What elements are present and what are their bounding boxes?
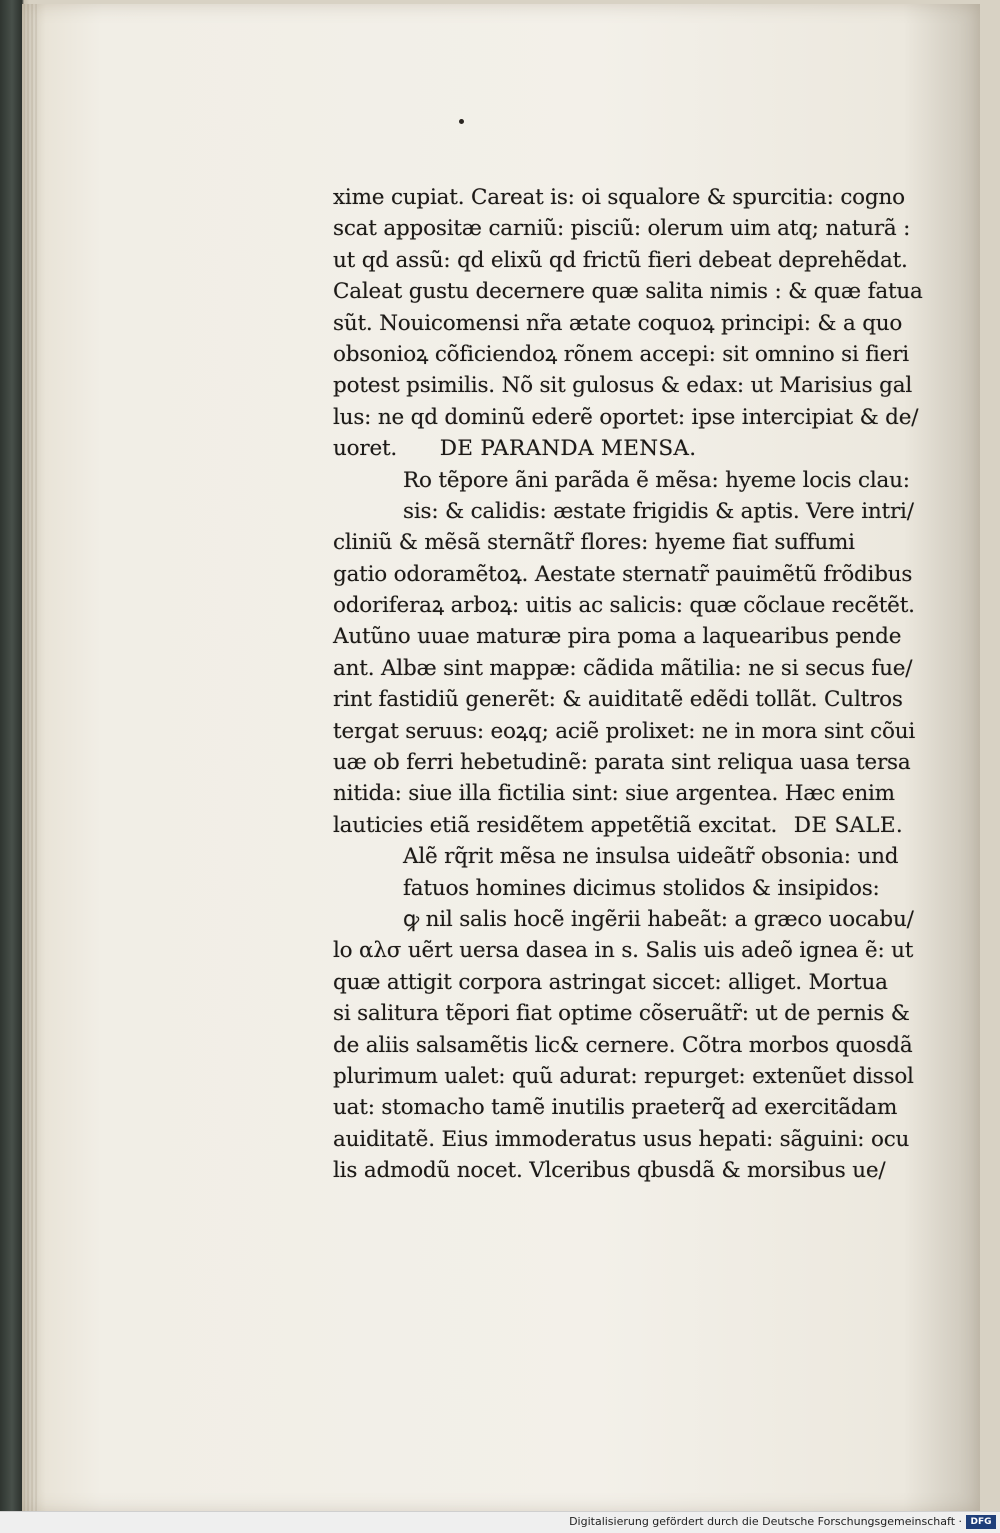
section-2-line-3: ꝙ nil salis hocẽ ingẽrii habeãt: a græco uocabu/ [403, 906, 914, 932]
text-line-3: ut qd assũ: qd elixũ qd frictũ fieri debeat deprehẽdat. [333, 247, 908, 273]
heading-line-sale [333, 810, 904, 841]
section-1-line-6: Autũno uuae maturæ pira poma a laquearibus pende [333, 624, 902, 650]
text-line-4: Caleat gustu decernere quæ salita nimis : & quæ fatua [333, 279, 923, 305]
section-heading-paranda-mensa: DE PARANDA MENSA. [439, 436, 697, 462]
footer-bar [0, 1511, 1000, 1533]
section-1-line-7: ant. Albæ sint mappæ: cãdida mãtilia: ne si secus fue/ [333, 655, 913, 681]
section-1-line-4: gatio odoramẽtoꝝ. Aestate sternatr̃ pauimẽtũ frõdibus [333, 561, 913, 587]
text-line-7: potest psimilis. Nõ sit gulosus & edax: ut Marisius gal [333, 373, 912, 399]
section-1-line-8: rint fastidiũ generẽt: & auiditatẽ edẽdi tollãt. Cultros [333, 687, 903, 713]
section-1-line-11: nitida: siue illa fictilia sint: siue argentea. Hæc enim [333, 781, 895, 807]
section-1-line-3: cliniũ & mẽsã sternãtr̃ flores: hyeme fiat suffumi [333, 530, 855, 556]
text-line-6: obsonioꝝ cõficiendoꝝ rõnem accepi: sit omnino si fieri [333, 341, 909, 367]
section-1-line-1: Ro tẽpore ãni parãda ẽ mẽsa: hyeme locis clau: [403, 467, 910, 493]
text-line-5: sũt. Nouicomensi nr̃a ætate coquoꝝ principi: & a quo [333, 310, 903, 336]
section-2-line-4: lo αλσ uẽrt uersa dasea in s. Salis uis adeõ ignea ẽ: ut [333, 938, 914, 964]
section-heading-de-sale: DE SALE. [793, 812, 904, 838]
text-line-1: xime cupiat. Careat is: oi squalore & spurcitia: cogno [333, 185, 905, 210]
footer-credit: Digitalisierung gefördert durch die Deutsche Forschungsgemeinschaft · [569, 1515, 962, 1528]
section-2-line-7: de aliis salsamẽtis lic& cernere. Cõtra morbos quosdã [333, 1032, 913, 1058]
dfg-logo-icon: DFG [966, 1515, 996, 1529]
section-2-line-1: Alẽ rq̃rit mẽsa ne insulsa uideãtr̃ obsonia: und [403, 844, 899, 870]
section-2-line-9: uat: stomacho tamẽ inutilis praeterq̃ ad exercitãdam [333, 1095, 898, 1121]
section-1-line-12: lauticies etiã residẽtem appetẽtiã excitat. [333, 812, 778, 838]
section-1-line-10: uæ ob ferri hebetudinẽ: parata sint reliqua uasa tersa [333, 750, 911, 776]
text-line-8: lus: ne qd dominũ ederẽ oportet: ipse intercipiat & de/ [333, 404, 919, 430]
section-2-line-10: auiditatẽ. Eius immoderatus usus hepati: sãguini: ocu [333, 1126, 910, 1152]
text-block [333, 182, 923, 1187]
section-1-line-5: odoriferaꝝ arboꝝ: uitis ac salicis: quæ cõclaue recẽtẽt. [333, 593, 915, 619]
section-2-line-6: si salitura tẽpori fiat optime cõseruãtr̃: ut de pernis & [333, 1001, 910, 1027]
section-2-line-5: quæ attigit corpora astringat siccet: alliget. Mortua [333, 969, 888, 995]
text-line-9: uoret. [333, 436, 398, 462]
section-2-line-8: plurimum ualet: quũ adurat: repurget: extenũet dissol [333, 1063, 914, 1089]
heading-line-paranda [333, 433, 893, 464]
section-1-line-9: tergat seruus: eoꝝq; aciẽ prolixet: ne in mora sint cõui [333, 718, 916, 744]
section-2-line-2: fatuos homines dicimus stolidos & insipidos: [403, 875, 880, 901]
section-1-line-2: sis: & calidis: æstate frigidis & aptis. Vere intri/ [403, 498, 914, 524]
page-mark-dot [459, 119, 464, 124]
section-2-line-11: lis admodũ nocet. Vlceribus qbusdã & morsibus ue/ [333, 1158, 886, 1184]
text-line-2: scat appositæ carniũ: pisciũ: olerum uim atq; naturã : [333, 216, 911, 242]
